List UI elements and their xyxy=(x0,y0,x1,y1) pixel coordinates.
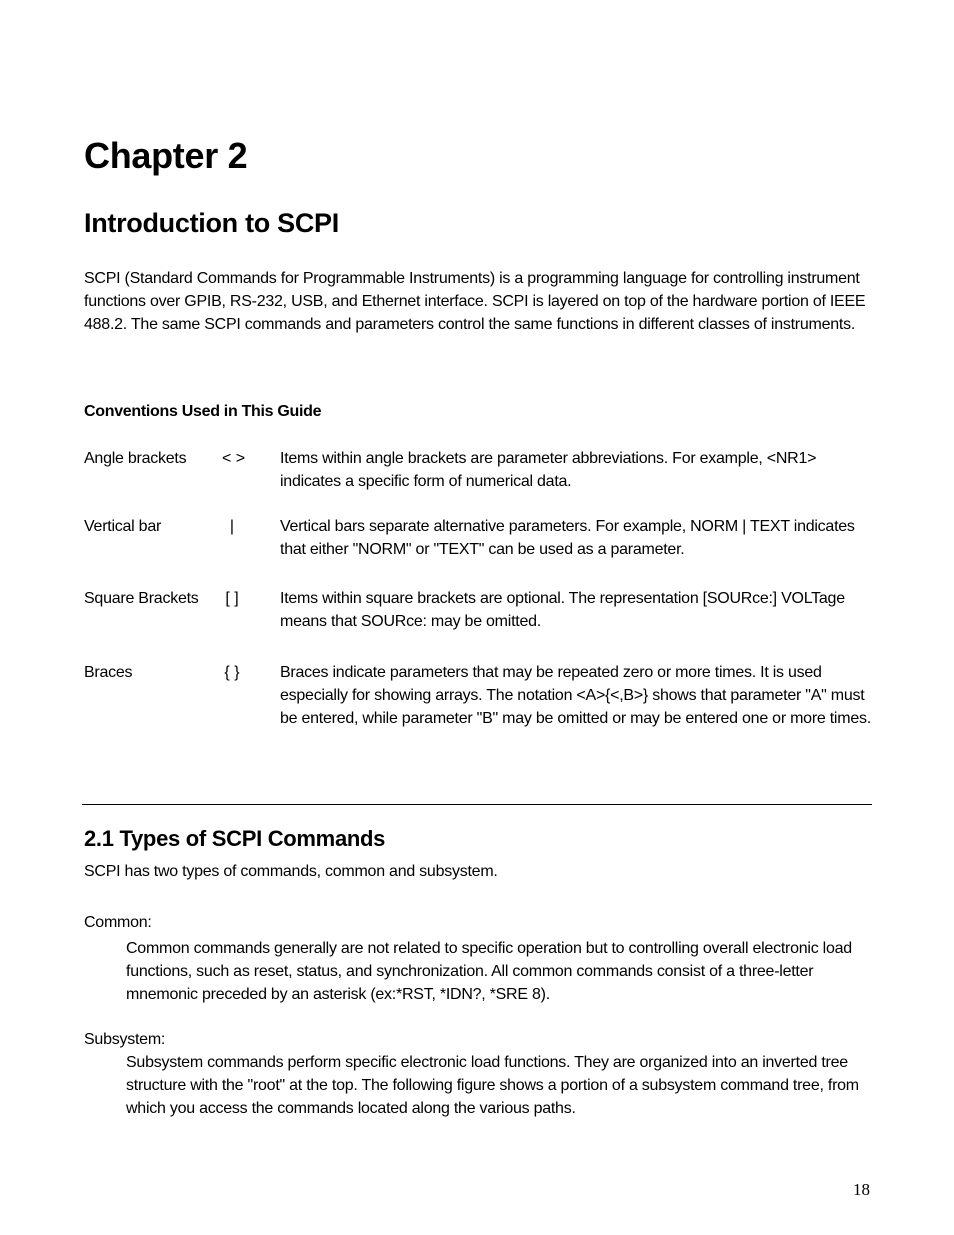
convention-row-braces xyxy=(84,661,874,761)
intro-paragraph: SCPI (Standard Commands for Programmable Instruments) is a programming language for controlling instrument functions over GPIB, RS-232, USB, and Ethernet interface. SCPI is layered on top of the hardware portion of IEEE 488.2. The same SCPI commands and parameters control the same functions in different classes of instruments. xyxy=(84,270,866,333)
subsystem-description: Subsystem commands perform specific electronic load functions. They are organized into an inverted tree structure with the "root" at the top. The following figure shows a portion of a subsystem command tree, from which you access the commands located along the various paths. xyxy=(126,1054,859,1117)
chapter-title: Chapter 2 xyxy=(84,135,248,176)
convention-row-square-brackets xyxy=(84,587,874,657)
convention-symbol: { } xyxy=(224,664,240,681)
common-label: Common: xyxy=(84,914,152,931)
convention-term: Square Brackets xyxy=(84,590,199,607)
subsystem-label: Subsystem: xyxy=(84,1031,166,1048)
convention-row-angle-brackets xyxy=(84,447,874,517)
convention-symbol: [ ] xyxy=(225,590,239,607)
convention-symbol: < > xyxy=(222,450,246,467)
convention-term: Vertical bar xyxy=(84,518,162,535)
convention-description: Items within angle brackets are parameter abbreviations. For example, <NR1> indicates a specific form of numerical data. xyxy=(280,450,817,490)
convention-symbol: | xyxy=(229,518,235,535)
convention-term: Braces xyxy=(84,664,133,681)
convention-description: Braces indicate parameters that may be repeated zero or more times. It is used especially for showing arrays. The notation <A>{<,B>} shows that parameter "A" must be entered, while parameter "B" may be omitted or may be entered one or more times. xyxy=(280,664,871,727)
convention-term: Angle brackets xyxy=(84,450,187,467)
section-title: Introduction to SCPI xyxy=(84,208,339,238)
subsection-title: 2.1 Types of SCPI Commands xyxy=(84,826,386,851)
common-description: Common commands generally are not related to specific operation but to controlling overall electronic load functions, such as reset, status, and synchronization. All common commands consist of a three-letter mnemonic preceded by an asterisk (ex:*RST, *IDN?, *SRE 8). xyxy=(126,940,852,1003)
convention-description: Vertical bars separate alternative parameters. For example, NORM | TEXT indicates that either "NORM" or "TEXT" can be used as a parameter. xyxy=(280,518,855,558)
types-intro: SCPI has two types of commands, common and subsystem. xyxy=(84,863,498,880)
convention-row-vertical-bar xyxy=(84,515,874,585)
conventions-heading: Conventions Used in This Guide xyxy=(84,403,322,420)
page-number: 18 xyxy=(853,1180,870,1199)
horizontal-divider xyxy=(82,804,872,805)
convention-description: Items within square brackets are optional. The representation [SOURce:] VOLTage means that SOURce: may be omitted. xyxy=(280,590,845,630)
